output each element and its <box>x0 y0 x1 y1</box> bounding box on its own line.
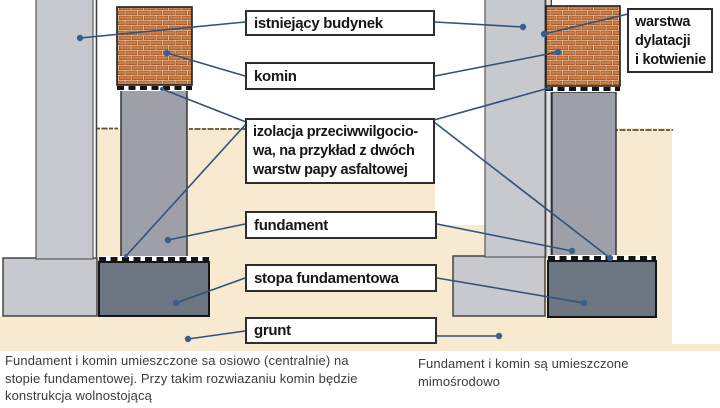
label-existing-building <box>245 10 435 36</box>
dot-footing-left <box>173 300 179 306</box>
left-building <box>3 0 97 316</box>
label-foundation-text: fundament <box>254 216 328 234</box>
label-insulation-line1: izolacja przeciwwilgocio- <box>253 124 418 140</box>
label-footing-text: stopa fundamentowa <box>254 269 399 287</box>
dot-chimney-right <box>555 49 561 55</box>
dot-foundation-right <box>569 248 575 254</box>
soil-fill-left <box>0 316 98 351</box>
label-existing-building-text: istniejący budynek <box>254 14 383 32</box>
caption-axial-line1: Fundament i komin umieszczone sa osiowo (centralnie) na <box>5 353 349 368</box>
right-wall-footing <box>453 256 545 316</box>
dot-dilatation <box>541 31 547 37</box>
right-building-wall <box>485 0 545 257</box>
soil-fill-bottom-strip <box>672 344 720 351</box>
dot-insulation-upper-right <box>547 86 551 90</box>
left-wall-footing <box>3 258 97 316</box>
label-dilatation-line2: dylatacji <box>635 33 691 49</box>
label-insulation-line2: wa, na przykład z dwóch <box>253 143 415 159</box>
dot-existing-right <box>520 24 526 30</box>
caption-axial-line3: konstrukcja wolnostojącą <box>5 388 152 403</box>
dot-insulation-lower-right <box>607 255 613 261</box>
dot-ground-left <box>185 336 191 342</box>
caption-eccentric-line1: Fundament i komin są umieszczone <box>418 356 629 371</box>
label-ground <box>245 317 437 344</box>
label-foundation <box>245 211 437 239</box>
dot-insulation-lower-left <box>124 254 128 258</box>
dot-insulation-upper-left <box>160 87 164 91</box>
label-dilatation-line1: warstwa <box>635 14 691 30</box>
label-dilatation <box>627 8 713 73</box>
dot-foundation-left <box>165 237 171 243</box>
caption-eccentric <box>418 355 713 390</box>
dot-existing-left <box>77 35 83 41</box>
label-ground-text: grunt <box>254 322 291 339</box>
label-chimney-text: komin <box>254 67 297 85</box>
dot-footing-right <box>581 300 587 306</box>
caption-axial-line2: stopie fundamentowej. Przy takim rozwiazaniu komin będzie <box>5 370 358 386</box>
left-building-wall <box>36 0 93 259</box>
dot-chimney-left <box>164 50 170 56</box>
dot-ground-right <box>496 333 502 339</box>
label-insulation <box>245 118 435 184</box>
label-dilatation-line3: i kotwienie <box>635 52 706 68</box>
right-footing-pad <box>548 261 656 317</box>
left-footing-pad <box>99 262 209 316</box>
label-insulation-line3: warstw papy asfaltowej <box>253 162 408 178</box>
caption-axial <box>5 352 417 405</box>
label-chimney <box>245 62 435 90</box>
left-chimney-foundation <box>121 90 187 258</box>
caption-eccentric-line2: mimośrodowo <box>418 373 501 389</box>
left-chimney-brick <box>117 7 192 85</box>
label-footing <box>245 264 437 292</box>
right-chimney-foundation <box>552 92 616 258</box>
